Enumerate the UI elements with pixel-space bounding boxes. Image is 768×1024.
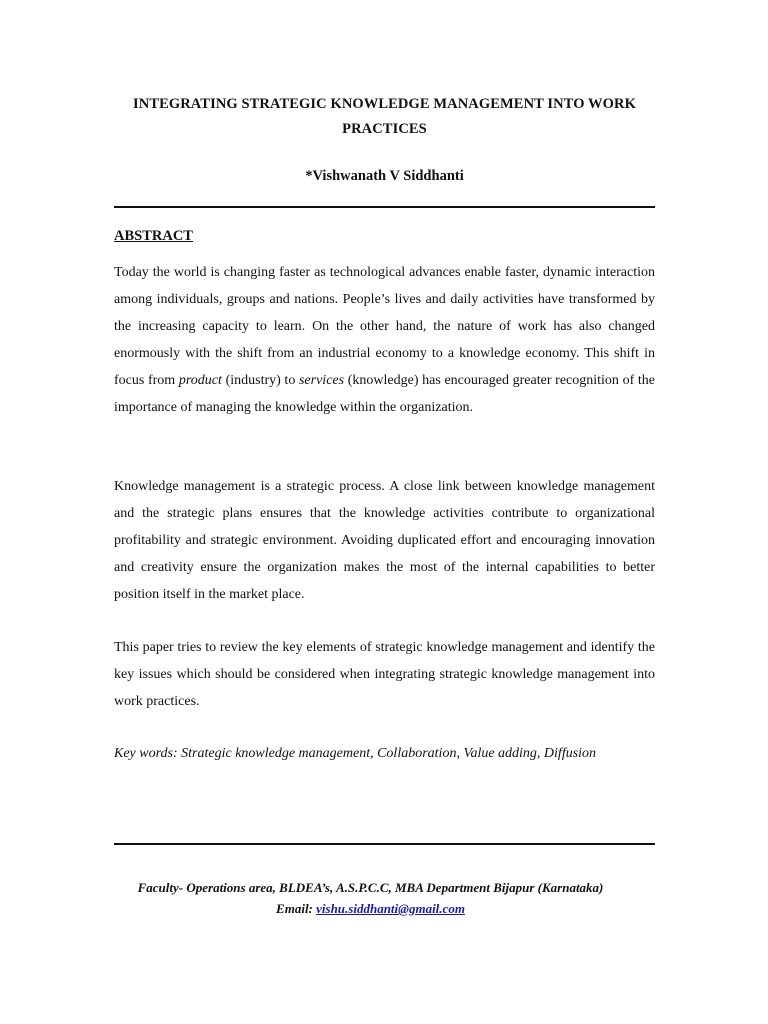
abstract-paragraph-3: This paper tries to review the key elements of strategic knowledge management and identify the key issues which should be considered when integrating strategic knowledge management into work practices.	[114, 640, 655, 709]
email-link[interactable]: vishu.siddhanti@gmail.com	[316, 901, 465, 916]
email-label: Email:	[276, 901, 317, 916]
footnote	[100, 877, 641, 919]
email-line	[100, 898, 641, 919]
p1-text-c: (knowledge) has encouraged greater recognition of the importance of managing the knowledge within the organization.	[114, 373, 655, 415]
p1-text-b: (industry) to	[221, 373, 299, 388]
p1-text-a: Today the world is changing faster as technological advances enable faster, dynamic interaction among individuals, groups and nations. People’s lives and daily activities have transformed by the increasing capacity to learn. On the other hand, the nature of work has also changed enormously with the shift from an industrial economy to a knowledge economy. This shift in focus from	[114, 265, 655, 388]
paper-title	[114, 92, 655, 142]
author-name: *Vishwanath V Siddhanti	[305, 168, 464, 184]
paper-page	[114, 0, 655, 1024]
title-line-2: PRACTICES	[342, 121, 427, 137]
top-divider	[114, 206, 655, 208]
title-line-1: INTEGRATING STRATEGIC KNOWLEDGE MANAGEMENT INTO WORK	[133, 96, 636, 112]
abstract-paragraph-2: Knowledge management is a strategic process. A close link between knowledge management and the strategic plans ensures that the knowledge activities contribute to organizational profitability and strategic environment. Avoiding duplicated effort and encouraging innovation and creativity ensure the organization makes the most of the internal capabilities to better position itself in the market place.	[114, 479, 655, 602]
p1-services: services	[298, 373, 345, 388]
keywords: Key words: Strategic knowledge management, Collaboration, Value adding, Diffusion	[114, 746, 597, 761]
p1-product: product	[178, 373, 222, 388]
abstract-paragraph-1	[114, 259, 655, 421]
affiliation: Faculty- Operations area, BLDEA’s, A.S.P.C.C, MBA Department Bijapur (Karnataka)	[137, 880, 604, 895]
abstract-heading: ABSTRACT	[114, 228, 193, 244]
bottom-divider	[114, 843, 655, 845]
